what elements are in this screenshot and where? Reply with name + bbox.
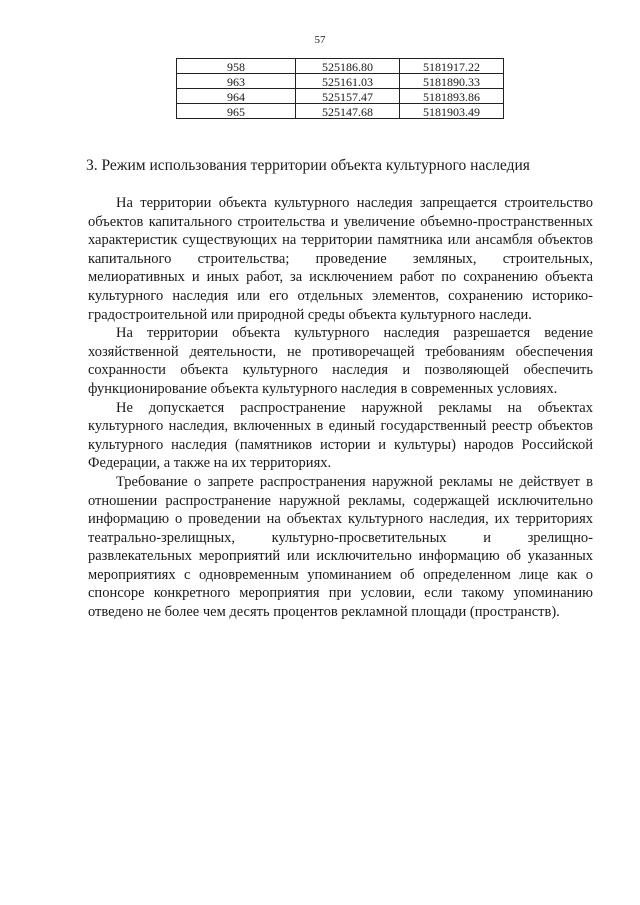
section-body bbox=[88, 194, 593, 622]
coordinates-table bbox=[176, 58, 504, 119]
page-number: 57 bbox=[314, 34, 326, 46]
point-number-cell: 963 bbox=[177, 74, 296, 89]
y-coordinate-cell: 5181917.22 bbox=[399, 59, 503, 74]
paragraph-permitted-activity: На территории объекта культурного наследия разрешается ведение хозяйственной деятельности, не противоречащей требованиям обеспечения сохранности объекта культурного наследия и позволяющей обеспечить функционирование объекта культурного наследия в современных условиях. bbox=[88, 325, 593, 397]
x-coordinate-cell: 525161.03 bbox=[295, 74, 399, 89]
x-coordinate-cell: 525157.47 bbox=[295, 89, 399, 104]
y-coordinate-cell: 5181903.49 bbox=[399, 104, 503, 119]
point-number-cell: 958 bbox=[177, 59, 296, 74]
table-row bbox=[177, 74, 504, 89]
paragraph-advertising-exception: Требование о запрете распространения наружной рекламы не действует в отношении распространение наружной рекламы, содержащей исключительно информацию о проведении на объектах культурного наследия, их территориях театрально-зрелищных, культурно-просветительных и зрелищно-развлекательных мероприятий или исключительно информацию об указанных мероприятиях с одновременным упоминанием об определенном лице как о спонсоре конкретного мероприятия при условии, если такому упоминанию отведено не более чем десять процентов рекламной площади (пространств). bbox=[88, 473, 593, 621]
table-row bbox=[177, 59, 504, 74]
section-title: 3. Режим использования территории объекта культурного наследия bbox=[86, 157, 530, 174]
point-number-cell: 964 bbox=[177, 89, 296, 104]
y-coordinate-cell: 5181893.86 bbox=[399, 89, 503, 104]
table-row bbox=[177, 89, 504, 104]
table-row bbox=[177, 104, 504, 119]
point-number-cell: 965 bbox=[177, 104, 296, 119]
paragraph-advertising-ban: Не допускается распространение наружной рекламы на объектах культурного наследия, включенных в единый государственный реестр объектов культурного наследия (памятников истории и культуры) народов Российской Федерации, а также на их территориях. bbox=[88, 399, 593, 472]
x-coordinate-cell: 525147.68 bbox=[295, 104, 399, 119]
paragraph-prohibitions: На территории объекта культурного наследия запрещается строительство объектов капитального строительства и увеличение объемно-пространственных характеристик существующих на территории памятника или ансамбля объектов капитального строительства; проведение земляных, строительных, мелиоративных и иных работ, за исключением работ по сохранению объекта культурного наследия или его отдельных элементов, сохранению историко-градостроительной или природной среды объекта культурного наследи. bbox=[88, 195, 593, 323]
x-coordinate-cell: 525186.80 bbox=[295, 59, 399, 74]
y-coordinate-cell: 5181890.33 bbox=[399, 74, 503, 89]
